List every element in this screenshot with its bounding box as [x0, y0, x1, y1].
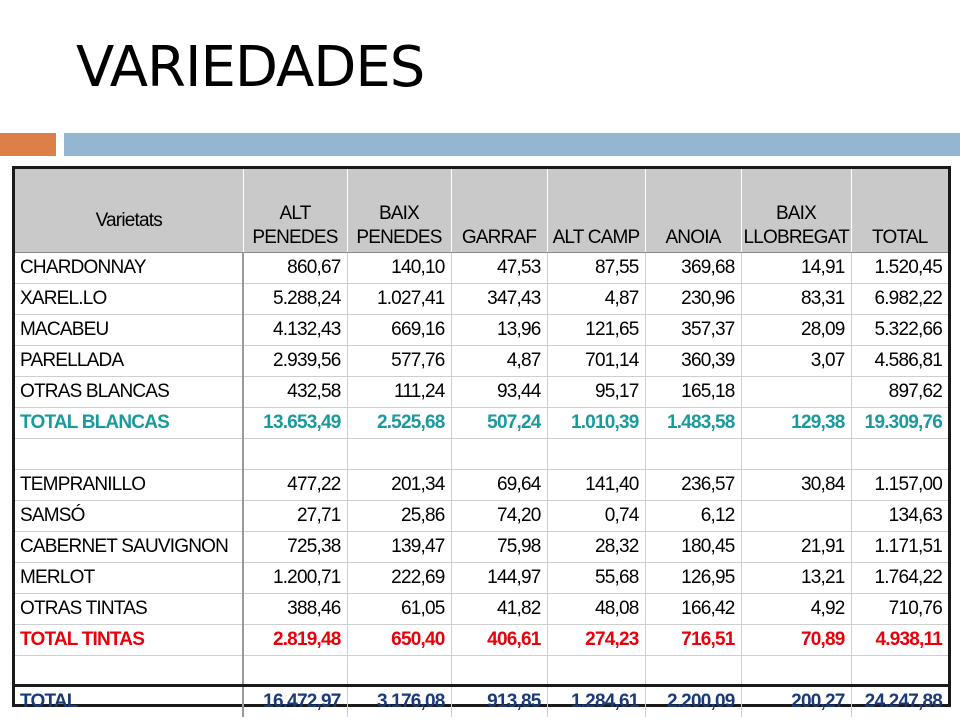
table-row	[15, 563, 948, 594]
accent-bar-blue	[64, 133, 960, 156]
cell-alt-camp: 55,68	[547, 563, 645, 594]
cell-variety: TEMPRANILLO	[15, 470, 243, 501]
cell-baix-llobregat: 28,09	[741, 315, 851, 346]
cell-baix-penedes: 111,24	[347, 377, 451, 408]
cell-baix-penedes: 650,40	[347, 625, 451, 656]
total-blancas-row	[15, 408, 948, 439]
cell-baix-llobregat	[741, 656, 851, 686]
cell-alt-camp: 0,74	[547, 501, 645, 532]
cell-baix-penedes: 140,10	[347, 253, 451, 284]
header-alt-camp: ALT CAMP	[547, 169, 645, 253]
cell-baix-llobregat: 83,31	[741, 284, 851, 315]
cell-alt-penedes: 477,22	[243, 470, 347, 501]
header-varietats: Varietats	[15, 169, 243, 253]
cell-total: 1.157,00	[851, 470, 948, 501]
cell-anoia: 126,95	[645, 563, 741, 594]
grand-total-row	[15, 686, 948, 718]
header-garraf: GARRAF	[451, 169, 547, 253]
cell-baix-penedes: 3.176,08	[347, 686, 451, 718]
cell-alt-penedes: 4.132,43	[243, 315, 347, 346]
cell-total: 710,76	[851, 594, 948, 625]
cell-baix-penedes: 222,69	[347, 563, 451, 594]
cell-baix-llobregat: 200,27	[741, 686, 851, 718]
cell-garraf	[451, 439, 547, 470]
cell-anoia: 2.200,09	[645, 686, 741, 718]
table-row	[15, 470, 948, 501]
header-total: TOTAL	[851, 169, 948, 253]
table-row	[15, 501, 948, 532]
table-row	[15, 284, 948, 315]
cell-anoia: 1.483,58	[645, 408, 741, 439]
table-body	[15, 253, 948, 718]
cell-alt-camp: 48,08	[547, 594, 645, 625]
cell-baix-penedes: 2.525,68	[347, 408, 451, 439]
cell-baix-llobregat	[741, 439, 851, 470]
cell-anoia: 165,18	[645, 377, 741, 408]
spacer-row	[15, 439, 948, 470]
cell-anoia	[645, 656, 741, 686]
table-row	[15, 377, 948, 408]
cell-alt-camp: 121,65	[547, 315, 645, 346]
cell-total	[851, 656, 948, 686]
cell-baix-penedes	[347, 656, 451, 686]
cell-total: 1.764,22	[851, 563, 948, 594]
cell-alt-penedes: 2.939,56	[243, 346, 347, 377]
cell-variety	[15, 656, 243, 686]
spacer-row	[15, 656, 948, 686]
cell-total: 4.938,11	[851, 625, 948, 656]
cell-total: 897,62	[851, 377, 948, 408]
cell-alt-penedes: 1.200,71	[243, 563, 347, 594]
cell-alt-camp: 701,14	[547, 346, 645, 377]
cell-alt-penedes: 860,67	[243, 253, 347, 284]
cell-alt-penedes	[243, 439, 347, 470]
cell-anoia: 6,12	[645, 501, 741, 532]
cell-anoia	[645, 439, 741, 470]
cell-variety: MACABEU	[15, 315, 243, 346]
cell-baix-llobregat: 70,89	[741, 625, 851, 656]
header-alt-penedes-line1: ALT	[279, 203, 311, 224]
table-row	[15, 253, 948, 284]
table-row	[15, 594, 948, 625]
cell-alt-camp: 274,23	[547, 625, 645, 656]
cell-total: 19.309,76	[851, 408, 948, 439]
header-baix-penedes	[347, 169, 451, 253]
cell-total: 134,63	[851, 501, 948, 532]
cell-baix-llobregat: 14,91	[741, 253, 851, 284]
header-row	[15, 169, 948, 253]
cell-garraf: 69,64	[451, 470, 547, 501]
cell-baix-llobregat	[741, 501, 851, 532]
slide-title: VARIEDADES	[76, 35, 425, 100]
cell-total: 1.520,45	[851, 253, 948, 284]
cell-variety: OTRAS BLANCAS	[15, 377, 243, 408]
cell-alt-penedes: 5.288,24	[243, 284, 347, 315]
cell-alt-penedes: 27,71	[243, 501, 347, 532]
cell-anoia: 716,51	[645, 625, 741, 656]
cell-baix-penedes: 61,05	[347, 594, 451, 625]
cell-alt-camp: 87,55	[547, 253, 645, 284]
varieties-table	[15, 169, 948, 717]
cell-alt-camp: 141,40	[547, 470, 645, 501]
cell-garraf: 93,44	[451, 377, 547, 408]
cell-garraf: 347,43	[451, 284, 547, 315]
cell-garraf: 406,61	[451, 625, 547, 656]
cell-baix-penedes: 577,76	[347, 346, 451, 377]
cell-variety: TOTAL BLANCAS	[15, 408, 243, 439]
header-baix-penedes-line1: BAIX	[378, 203, 420, 224]
cell-garraf: 4,87	[451, 346, 547, 377]
accent-bar-orange	[0, 133, 56, 156]
cell-variety: XAREL.LO	[15, 284, 243, 315]
cell-garraf	[451, 656, 547, 686]
cell-variety	[15, 439, 243, 470]
header-alt-penedes	[243, 169, 347, 253]
cell-anoia: 166,42	[645, 594, 741, 625]
cell-baix-llobregat: 30,84	[741, 470, 851, 501]
cell-variety: TOTAL TINTAS	[15, 625, 243, 656]
cell-baix-llobregat	[741, 377, 851, 408]
cell-variety: SAMSÓ	[15, 501, 243, 532]
cell-garraf: 75,98	[451, 532, 547, 563]
cell-alt-camp: 4,87	[547, 284, 645, 315]
cell-alt-penedes: 432,58	[243, 377, 347, 408]
cell-garraf: 74,20	[451, 501, 547, 532]
cell-baix-llobregat: 129,38	[741, 408, 851, 439]
cell-baix-penedes: 25,86	[347, 501, 451, 532]
cell-variety: TOTAL	[15, 686, 243, 718]
cell-alt-penedes: 725,38	[243, 532, 347, 563]
cell-total: 1.171,51	[851, 532, 948, 563]
header-anoia: ANOIA	[645, 169, 741, 253]
cell-alt-camp	[547, 439, 645, 470]
cell-alt-camp: 95,17	[547, 377, 645, 408]
cell-baix-penedes: 669,16	[347, 315, 451, 346]
total-tintas-row	[15, 625, 948, 656]
cell-anoia: 360,39	[645, 346, 741, 377]
table-row	[15, 315, 948, 346]
cell-anoia: 230,96	[645, 284, 741, 315]
cell-anoia: 357,37	[645, 315, 741, 346]
cell-variety: OTRAS TINTAS	[15, 594, 243, 625]
cell-anoia: 369,68	[645, 253, 741, 284]
cell-baix-penedes: 139,47	[347, 532, 451, 563]
cell-alt-camp	[547, 656, 645, 686]
table-row	[15, 346, 948, 377]
cell-total: 5.322,66	[851, 315, 948, 346]
cell-total: 6.982,22	[851, 284, 948, 315]
cell-alt-penedes: 2.819,48	[243, 625, 347, 656]
cell-alt-penedes: 16.472,97	[243, 686, 347, 718]
cell-baix-penedes	[347, 439, 451, 470]
cell-alt-camp: 1.284,61	[547, 686, 645, 718]
cell-alt-penedes: 13.653,49	[243, 408, 347, 439]
cell-baix-llobregat: 21,91	[741, 532, 851, 563]
header-baix-llobregat-line1: BAIX	[775, 203, 817, 224]
cell-baix-llobregat: 13,21	[741, 563, 851, 594]
cell-baix-llobregat: 4,92	[741, 594, 851, 625]
header-baix-llobregat	[741, 169, 851, 253]
cell-anoia: 236,57	[645, 470, 741, 501]
cell-variety: CHARDONNAY	[15, 253, 243, 284]
header-alt-penedes-line2: PENEDES	[252, 227, 338, 248]
header-baix-penedes-line2: PENEDES	[356, 227, 442, 248]
cell-baix-llobregat: 3,07	[741, 346, 851, 377]
header-baix-llobregat-line2: LLOBREGAT	[743, 227, 849, 248]
cell-total: 24.247,88	[851, 686, 948, 718]
cell-garraf: 47,53	[451, 253, 547, 284]
cell-garraf: 913,85	[451, 686, 547, 718]
cell-garraf: 41,82	[451, 594, 547, 625]
cell-baix-penedes: 201,34	[347, 470, 451, 501]
cell-total	[851, 439, 948, 470]
cell-alt-penedes: 388,46	[243, 594, 347, 625]
cell-alt-camp: 28,32	[547, 532, 645, 563]
cell-baix-penedes: 1.027,41	[347, 284, 451, 315]
cell-total: 4.586,81	[851, 346, 948, 377]
table-row	[15, 532, 948, 563]
cell-garraf: 13,96	[451, 315, 547, 346]
cell-garraf: 144,97	[451, 563, 547, 594]
cell-alt-penedes	[243, 656, 347, 686]
cell-variety: MERLOT	[15, 563, 243, 594]
cell-anoia: 180,45	[645, 532, 741, 563]
varieties-table-container	[12, 166, 951, 712]
cell-variety: CABERNET SAUVIGNON	[15, 532, 243, 563]
cell-variety: PARELLADA	[15, 346, 243, 377]
cell-alt-camp: 1.010,39	[547, 408, 645, 439]
cell-garraf: 507,24	[451, 408, 547, 439]
